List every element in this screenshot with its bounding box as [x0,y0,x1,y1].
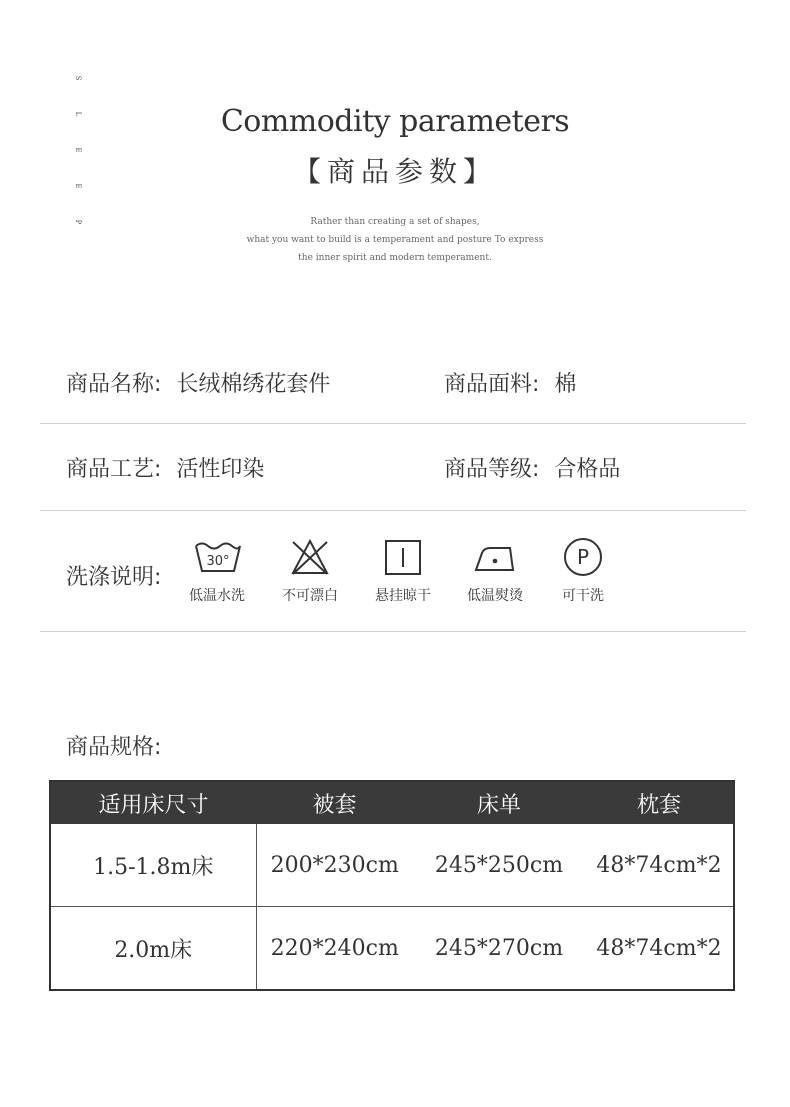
param-grade [444,452,620,483]
tagline-line: the inner spirit and modern temperament. [298,253,492,263]
param-craft [66,452,264,483]
table-cell: 48*74cm*2 [596,935,722,961]
param-name [66,367,330,398]
care-label: 洗涤说明: [66,565,162,590]
iron-low-icon [470,538,520,578]
side-letter: E [74,183,82,189]
table-header-row [50,781,734,824]
tagline-line: Rather than creating a set of shapes, [310,217,480,227]
table-cell: 245*250cm [413,824,585,907]
table-header-cell: 枕套 [585,781,734,824]
table-cell: 245*270cm [434,935,564,961]
table-cell: 220*240cm [270,935,399,961]
dry-clean-p-icon [558,537,608,577]
divider [40,510,746,511]
param-material-label: 商品面料: [444,372,540,397]
no-bleach-icon [285,538,335,578]
param-craft-label: 商品工艺: [66,457,162,482]
param-grade-value: 合格品 [554,457,621,482]
param-material [444,367,576,398]
param-craft-value: 活性印染 [176,457,265,482]
spec-label: 商品规格: [66,735,162,760]
param-name-label: 商品名称: [66,372,162,397]
divider [40,423,746,424]
table-cell: 1.5-1.8m床 [50,824,256,907]
care-item-label: 可干洗 [562,588,604,604]
table-header-cell: 床单 [413,781,585,824]
care-item-label: 低温熨烫 [467,588,523,604]
side-letter: L [74,111,82,117]
care-item-label: 不可漂白 [282,588,338,604]
tagline [0,213,790,267]
care-item-label: 低温水洗 [189,588,245,604]
table-header-cell: 被套 [256,781,413,824]
spec-table [49,780,735,991]
table-cell: 200*230cm [256,824,413,907]
hang-dry-icon [378,538,428,578]
param-material-value: 棉 [554,372,577,397]
table-header-cell: 适用床尺寸 [50,781,256,824]
table-cell: 2.0m床 [50,907,256,991]
table-row [50,824,734,907]
wash-30-icon [193,538,243,578]
dry-clean-letter: P [576,545,590,569]
param-grade-label: 商品等级: [444,457,540,482]
side-letter: S [74,75,82,81]
table-row [50,907,734,991]
tagline-line: what you want to build is a temperament and posture To express [246,235,544,245]
title-english: Commodity parameters [220,104,570,139]
care-item-label: 悬挂晾干 [375,588,431,604]
param-name-value: 长绒棉绣花套件 [176,372,331,397]
table-cell: 48*74cm*2 [585,824,734,907]
divider [40,631,746,632]
title-chinese: 【商品参数】 [292,155,497,188]
side-letter: P [74,219,82,225]
wash-temp-text: 30° [206,554,230,569]
side-letter: E [74,147,82,153]
